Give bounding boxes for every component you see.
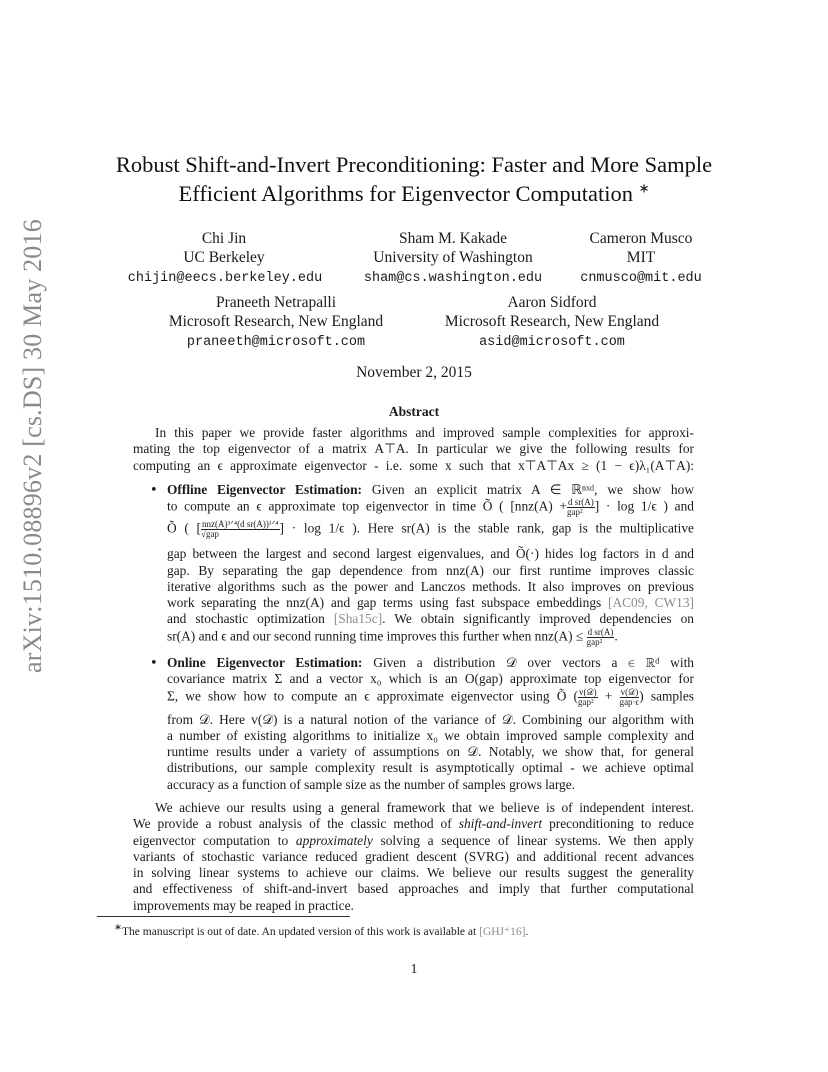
emphasis-text: shift-and-invert: [458, 816, 543, 832]
bullet-heading: Online Eigenvector Estimation:: [167, 655, 363, 670]
fraction-denominator: √gap: [201, 529, 219, 540]
bullet-line: distributions, our sample complexity result is asymptotically optimal - we achieve optimal: [167, 760, 694, 776]
author-block-2: [340, 229, 566, 267]
bullet-text: sr(A) and ϵ and our second running time improves this further when nnz(A) ≤: [167, 628, 584, 644]
bullet-marker: •: [150, 656, 158, 671]
emphasis-text: approximately: [295, 832, 373, 848]
closing-text: We provide a robust analysis of the classic method of: [133, 816, 459, 832]
author-affiliation: UC Berkeley: [183, 249, 265, 266]
closing-line: in solving linear systems to achieve our claims. We believe our results suggest the generality: [133, 865, 694, 881]
title-footnote-mark: ∗: [638, 180, 650, 196]
bullet-text: .: [614, 628, 618, 644]
author-email: sham@cs.washington.edu: [363, 271, 543, 286]
author-email-1: [120, 267, 330, 288]
bullet-text: Õ ( [: [167, 520, 201, 536]
arxiv-identifier: arXiv:1510.08896v2 [cs.DS] 30 May 2016: [18, 219, 47, 673]
bullet-text: ] · log 1/ϵ ). Here sr(A) is the stable rank, gap is the multiplicative: [279, 520, 694, 536]
abstract-intro-line: computing an ϵ approximate eigenvector - i.e. some x such that x⊤A⊤Ax ≥ (1 − ϵ)λ₁(A⊤A):: [133, 457, 694, 473]
citation-link[interactable]: [Sha15c]: [333, 611, 383, 627]
title-line-1: Robust Shift-and-Invert Preconditioning: Faster and More Sample: [115, 152, 713, 177]
author-affiliation: University of Washington: [373, 249, 533, 266]
bullet-text: . We obtain significantly improved dependencies on: [382, 611, 694, 627]
fraction: [201, 520, 280, 539]
bullet-line: from 𝒟. Here v(𝒟) is a natural notion of the variance of 𝒟. Combining our algorithm with: [167, 711, 694, 727]
plus-sign: +: [604, 688, 613, 704]
citation-link[interactable]: CW13]: [654, 595, 694, 611]
bullet-line: covariance matrix Σ and a vector x₀ which is an O(gap) approximate top eigenvector for: [167, 671, 694, 687]
paper-title: [90, 150, 738, 208]
bullet-line: [167, 611, 694, 627]
author-block-4: [150, 293, 402, 331]
bullet-line: [167, 520, 694, 546]
author-email-5: [426, 331, 678, 352]
footnote-mark: ∗: [114, 922, 123, 933]
author-affiliation: Microsoft Research, New England: [168, 313, 384, 330]
fraction-denominator: gap²: [566, 507, 583, 518]
bullet-text: to compute an ϵ approximate top eigenvector in time Õ ( [nnz(A) +: [167, 498, 567, 514]
author-name: Cameron Musco: [589, 230, 693, 247]
closing-line: [133, 833, 694, 849]
fraction-denominator: gap·ϵ: [619, 696, 640, 707]
abstract-intro: [133, 425, 694, 474]
closing-line: [133, 816, 694, 832]
bullet-line: [167, 626, 694, 647]
closing-line: and effectiveness of shift-and-invert based approaches and imply that further computational: [133, 881, 694, 897]
closing-line: variants of stochastic variance reduced gradient descent (SVRG) and additional recent advances: [133, 848, 694, 864]
bullet-line: [167, 688, 694, 712]
abstract-intro-line: mating the top eigenvector of a matrix A⊤A. In particular we give the following results for: [133, 441, 694, 457]
bullet-text: ) samples: [639, 688, 694, 704]
abstract-heading: Abstract: [388, 404, 440, 419]
closing-text: preconditioning to reduce: [542, 816, 694, 832]
fraction: [620, 688, 640, 707]
fraction: [567, 498, 595, 517]
bullet-line: runtime results under a variety of assumptions on 𝒟. Notably, we show that, for general: [167, 744, 694, 760]
abstract-closing: [133, 800, 694, 914]
author-email-2: [345, 267, 561, 288]
bullet-text: and stochastic optimization: [167, 611, 334, 627]
closing-line: improvements may be reaped in practice.: [133, 897, 354, 913]
author-name: Praneeth Netrapalli: [215, 294, 337, 311]
fraction-numerator: d sr(A): [567, 497, 594, 508]
bullet-online: [167, 655, 694, 793]
title-line-2-text: Efficient Algorithms for Eigenvector Computation: [178, 181, 633, 206]
author-name: Sham M. Kakade: [398, 230, 508, 247]
bullet-text: Σ, we show how to compute an ϵ approximate eigenvector using Õ (: [167, 688, 578, 704]
bullet-line: [167, 595, 694, 611]
author-email: cnmusco@mit.edu: [580, 271, 702, 286]
arxiv-stamp: [18, 219, 47, 674]
fraction-numerator: v(𝒟): [620, 686, 639, 697]
title-line-2: [90, 179, 738, 208]
page-number: 1: [410, 962, 418, 977]
fraction-denominator: gap²: [586, 636, 603, 647]
bullet-offline: [167, 482, 694, 647]
publication-date: November 2, 2015: [356, 364, 472, 381]
closing-text: solving a sequence of linear systems. We then apply: [372, 832, 694, 848]
author-block-3: [566, 229, 716, 267]
author-affiliation: Microsoft Research, New England: [444, 313, 660, 330]
footnote-text: The manuscript is out of date. An updated version of this work is available at: [122, 925, 480, 938]
bullet-heading: Offline Eigenvector Estimation:: [167, 482, 362, 497]
bullet-text: work separating the nnz(A) and gap terms using fast subspace embeddings: [167, 595, 608, 611]
fraction-numerator: v(𝒟): [579, 686, 597, 697]
fraction-numerator: nnz(A)³ᐟ⁴(d sr(A))¹ᐟ⁴: [202, 519, 279, 530]
fraction: [586, 626, 618, 647]
bullet-text: Given a distribution 𝒟 over vectors a ∈ ℝᵈ with: [373, 655, 694, 670]
closing-line: We achieve our results using a general framework that we believe is of independent interest.: [155, 800, 694, 815]
author-name: Chi Jin: [201, 230, 247, 247]
abstract-intro-line: In this paper we provide faster algorithms and improved sample complexities for approxi-: [155, 425, 694, 440]
citation-link[interactable]: [GHJ⁺16]: [479, 925, 526, 938]
author-block-5: [426, 293, 678, 331]
fraction-numerator: d sr(A): [587, 626, 614, 637]
bullet-text: ] · log 1/ϵ ) and: [594, 498, 694, 514]
bullet-line: gap. By separating the gap dependence from nnz(A) our first runtime improves classic: [167, 562, 694, 578]
bullet-line: gap between the largest and second largest eigenvalues, and Õ(·) hides log factors in d and: [167, 546, 694, 562]
bullet-line: a number of existing algorithms to initialize x₀ we obtain improved sample complexity and: [167, 727, 694, 743]
author-email-3: [566, 267, 716, 288]
author-email: chijin@eecs.berkeley.edu: [127, 271, 323, 286]
fraction: [578, 688, 598, 707]
bullet-line: [167, 655, 694, 671]
bullet-line: [167, 482, 694, 498]
bullet-marker: •: [150, 483, 158, 498]
footnote: [114, 922, 528, 938]
author-email-4: [150, 331, 402, 352]
footnote-end: .: [525, 925, 529, 938]
author-affiliation: MIT: [626, 249, 656, 266]
closing-text: eigenvector computation to: [133, 832, 296, 848]
fraction-denominator: gap²: [578, 696, 594, 707]
bullet-line: [167, 498, 694, 520]
author-name: Aaron Sidford: [507, 294, 597, 311]
author-email: praneeth@microsoft.com: [186, 335, 366, 350]
bullet-text: Given an explicit matrix A ∈ ℝⁿˣᵈ, we show how: [371, 482, 694, 497]
citation-link[interactable]: [AC09,: [607, 595, 648, 611]
footnote-divider: [97, 916, 350, 917]
author-email: asid@microsoft.com: [479, 335, 625, 350]
bullet-line: accuracy as a function of sample size as the number of samples grows large.: [167, 776, 576, 792]
author-block-1: [160, 229, 288, 267]
bullet-line: iterative algorithms such as the power and Lanczos methods. It also improves on previous: [167, 578, 694, 594]
